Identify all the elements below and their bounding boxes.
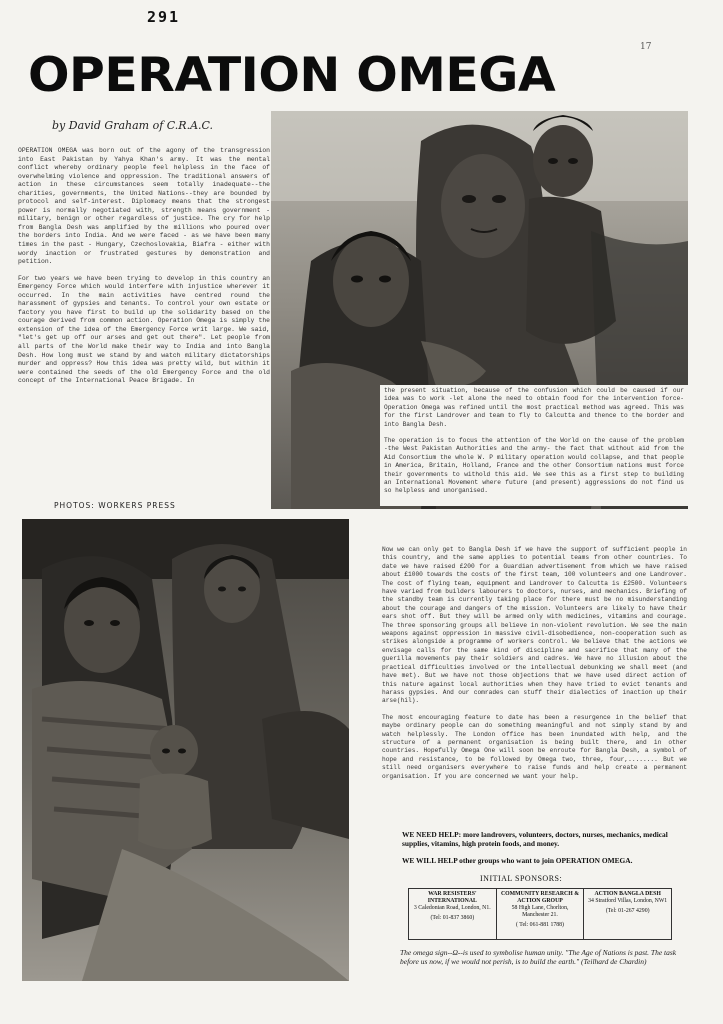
- article-column-left: [18, 147, 270, 394]
- article-paragraph: The most encouraging feature to date has been a resurgence in the belief that maybe ordinary people can do something meaningful and not simply stand by and watch helplessly. The London office has been inundated with help, and the structure of a permanent organisation is being built there, and in other countries. Hopefully Omega One will soon be enroute for Bangla Desh, a symbol of hope and resistance, to be followed by Omega two, three, four,........ But we still need organisers everywhere to raise funds and help create a permanent organisation. If you are concerned we want your help.: [382, 713, 687, 780]
- closing-quote: The omega sign--Ω--is used to symbolise human unity. "The Age of Nations is past. The task before us now, if we would not perish, is to build the earth." (Teilhard de Chardin): [400, 948, 677, 966]
- help-offer: WE WILL HELP other groups who want to join OPERATION OMEGA.: [402, 856, 633, 865]
- sponsor-table: [408, 888, 672, 940]
- article-paragraph: For two years we have been trying to develop in this country an Emergency Force which would interfere with injustice wherever it occurred. In the main activities have centred round the harassment of gypsies and tenants. To control your own estate or factory you have first to build up the solidarity based on the courage derived from common action. Operation Omega is simply the extension of the idea of the Emergency Force writ large. We said, "let's get up off our arses and get out there". Let people from all parts of the World make their way to India and into Bangla Desh. How long must we stand by and watch military dictatorships murder and oppress? How this idea was pretty wild, but within it were contained the seeds of the old Emergency Force and the old concept of the International Peace Brigade. In: [18, 274, 270, 385]
- photo-mother-and-child-image: [22, 519, 349, 981]
- photo-mother-and-child: [22, 519, 349, 981]
- article-paragraph: The operation is to focus the attention of the World on the cause of the problem -the West Pakistan Authorities and the army- the fact that without aid from the Aid Consortium the whole W. P military operation would collapse, and that people in America, Britain, Holland, France and the other Consortium nations must force their governments to withold this aid. We see this as a first step to building an International Movement where future (and present) aggressions do not find us so helpless and unorganised.: [384, 437, 684, 495]
- corner-mark: 17: [640, 42, 652, 52]
- help-needed: WE NEED HELP: more landrovers, volunteers, doctors, nurses, mechanics, medical supplies, vitamins, high protein foods, and money.: [402, 830, 668, 848]
- article-column-overlay: [380, 385, 688, 506]
- sponsor-tel: (Tel: 01-837 3860): [430, 915, 475, 921]
- sponsor-box: [497, 889, 585, 939]
- sponsor-box: [409, 889, 497, 939]
- sponsor-address: 34 Stratford Villas, London, NW1: [588, 898, 668, 904]
- sponsors-title: INITIAL SPONSORS:: [480, 874, 563, 883]
- byline: by David Graham of C.R.A.C.: [52, 119, 214, 132]
- sponsor-name: WAR RESISTERS' INTERNATIONAL: [427, 891, 477, 904]
- photo-credit: PHOTOS: WORKERS PRESS: [54, 501, 176, 510]
- sponsor-tel: ( Tel: 061-881 1788): [516, 922, 564, 928]
- article-paragraph: OPERATION OMEGA was born out of the agony of the transgression into East Pakistan by Yahya Khan's army. It was the mental conflict whereby ordinary people feel helpless in the face of overwhelming violence and oppression. The traditional answers of action in these circumstances seem totally inadequate--the charities, governments, the United Nations--they are bounded by protocol and self-interest. Diplomacy means that the strongest power is normally negotiated with, strength means government - military, benign or other regardless of justice. The cry for help from Bangla Desh was amplified by the millions who poured over the borders into India. And we were faced - as we have been many times in the past - Hungary, Czechoslovakia, Biafra - either with wordy inaction or frustrated gestures by demonstration and petition.: [18, 147, 270, 266]
- sponsor-name: ACTION BANGLA DESH: [594, 891, 661, 897]
- sponsor-address: 58 High Lane, Chorlton, Manchester 21.: [511, 905, 569, 918]
- article-column-right: [382, 546, 687, 789]
- article-paragraph: the present situation, because of the confusion which could be caused if our idea was to work -let alone the need to obtain food for the intervention force- Operation Omega was refined until the most practical method was agreed. This was for the first Landrover and team to fly to Calcutta and thence to the border and into Bangla Desh.: [384, 387, 684, 428]
- page-number: 291: [147, 8, 181, 26]
- headline: OPERATION OMEGA: [28, 48, 556, 103]
- sponsor-box: [584, 889, 671, 939]
- sponsor-address: 3 Caledonian Road, London, N1.: [413, 905, 491, 911]
- article-paragraph: Now we can only get to Bangla Desh if we have the support of sufficient people in this country, and the same applies to potential teams from other countries. To date we have raised £200 for a Guardian advertisement from which we have raised about £1000 towards the costs of the first team, 100 volunteers and one Landrover. The cost of flying team, equipment and Landrover to Calcutta is £2500. Volunteers have varied from builders labourers to doctors, nurses, and mechanics. Briefing of the standby team is currently taking place for there must be no misunderstanding about the courage and dangers of the mission. Volunteers are likely to have their ears shot off. But they will be armed only with medicines, vitamins and courage. The three sponsoring groups all believe in non-violent revolution. We see the main weapons against oppression in massive civil-disobedience, non-cooperation such as strikes alongside a programme of workers control. We believe that the actions we envisage calls for the same kind of discipline and sacrifice that many of the guerilla movements pay their soldiers and cadres. We have no illusion about the practical difficulties involved or the intellectual debunking we shall meet (and have met). But we have not those objections that we have used direct action of this nature against local authorities when they have tried to evict tenants and harass gypsies. And our comrades can stuff their dialectics of inaction up their arse(hil).: [382, 546, 687, 705]
- sponsor-tel: (Tel: 01-267 4290): [605, 908, 650, 914]
- sponsor-name: COMMUNITY RESEARCH & ACTION GROUP: [500, 891, 580, 904]
